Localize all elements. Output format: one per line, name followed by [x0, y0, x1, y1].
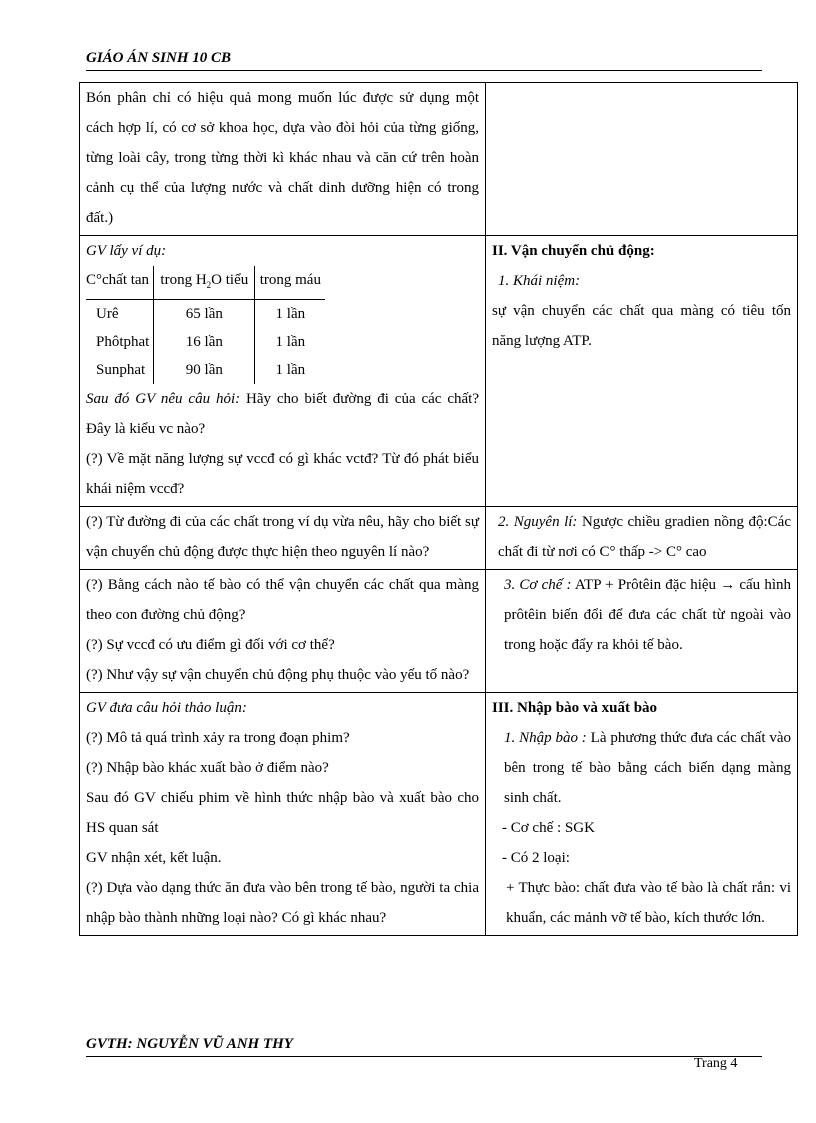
urine-value: 90 lần [154, 356, 255, 384]
row4-right-cell [486, 570, 798, 693]
row5-line2: (?) Nhập bào khác xuất bào ở điểm nào? [86, 760, 329, 776]
solute-name: Phôtphat [96, 334, 150, 350]
row5-line4: GV nhận xét, kết luận. [86, 850, 222, 866]
row3-left-cell [80, 507, 486, 570]
row3-right-cell [486, 507, 798, 570]
row4-question2: (?) Sự vccđ có ưu điểm gì đối với cơ thể? [86, 637, 335, 653]
concentration-row [86, 300, 325, 329]
principle-text [492, 507, 791, 567]
concentration-row [86, 356, 325, 384]
endocytosis-item: - Cơ chế : SGK [502, 820, 595, 836]
subheading-concept: 1. Khái niệm: [498, 273, 581, 289]
page-header: GIÁO ÁN SINH 10 CB [86, 50, 762, 71]
row4-question1: (?) Bằng cách nào tế bào có thể vận chuyển các chất qua màng theo con đường chủ động? [86, 577, 479, 623]
row5-intro: GV đưa câu hỏi thảo luận: [86, 700, 247, 716]
lesson-table [79, 82, 798, 936]
page-footer: GVTH: NGUYỄN VŨ ANH THY [86, 1036, 762, 1057]
table-row [80, 83, 798, 236]
row2-left-cell [80, 236, 486, 507]
endocytosis-label: 1. Nhập bào : [504, 730, 587, 746]
col-urine [154, 266, 255, 300]
row3-question: (?) Từ đường đi của các chất trong ví dụ vừa nêu, hãy cho biết sự vận chuyển chủ động được thực hiện theo nguyên lí nào? [86, 514, 479, 560]
table-row [80, 570, 798, 693]
section-heading-active-transport: II. Vận chuyển chủ động: [492, 243, 655, 259]
row2-question1-lead: Sau đó GV nêu câu hỏi: [86, 391, 241, 407]
row5-right-cell [486, 693, 798, 936]
row5-left-cell [80, 693, 486, 936]
page-number: Trang 4 [694, 1056, 738, 1071]
concept-text: sự vận chuyển các chất qua màng có tiêu tốn năng lượng ATP. [492, 303, 791, 349]
blood-value: 1 lần [275, 334, 306, 350]
section-heading-endocytosis: III. Nhập bào và xuất bào [492, 700, 658, 716]
col-urine-b: O tiểu [211, 272, 249, 288]
row1-right-cell [486, 83, 798, 236]
blood-value: 1 lần [275, 306, 306, 322]
col-urine-sub: 2 [206, 280, 212, 290]
row5-line1: (?) Mô tả quá trình xảy ra trong đoạn phim? [86, 730, 350, 746]
col-solute: C°chất tan [86, 266, 154, 300]
concentration-header-row [86, 266, 325, 300]
row2-right-cell [486, 236, 798, 507]
blood-value: 1 lần [275, 362, 306, 378]
solute-name: Sunphat [96, 362, 146, 378]
endocytosis-definition [492, 723, 791, 813]
row2-question1-rest: Hãy cho biết đường đi của các chất? Đây là kiểu vc nào? [86, 391, 479, 437]
table-row [80, 507, 798, 570]
solute-name: Urê [96, 306, 119, 322]
endocytosis-item: - Có 2 loại: [502, 850, 570, 866]
mechanism-text [492, 570, 791, 660]
urine-value: 65 lần [154, 300, 255, 329]
endocytosis-item: + Thực bào: chất đưa vào tế bào là chất rắn: vi khuẩn, các mảnh vỡ tế bào, kích thước lớn. [506, 880, 791, 926]
table-row [80, 693, 798, 936]
concentration-table [86, 266, 325, 384]
row1-text: Bón phân chỉ có hiệu quả mong muốn lúc được sử dụng một cách hợp lí, có cơ sở khoa học, dựa vào đòi hỏi của từng giống, từng loài cây, trong từng thời kì khác nhau và căn cứ trên hoàn cảnh cụ thể của lượng nước và chất dinh dưỡng hiện có trong đất.) [86, 90, 479, 226]
row5-line3: Sau đó GV chiếu phim về hình thức nhập bào và xuất bào cho HS quan sát [86, 790, 479, 836]
endocytosis-body: Là phương thức đưa các chất vào bên trong tế bào bằng cách biến dạng màng sinh chất. [504, 730, 792, 806]
mechanism-body: ATP + Prôtêin đặc hiệu → cấu hình prôtêin biến đổi để đưa các chất từ ngoài vào trong hoặc đẩy ra khỏi tế bào. [504, 577, 791, 653]
row5-line5: (?) Dựa vào dạng thức ăn đưa vào bên trong tế bào, người ta chia nhập bào thành những loại nào? Có gì khác nhau? [86, 880, 479, 926]
row2-question1 [86, 384, 479, 444]
principle-body: Ngược chiều gradien nồng độ:Các chất đi từ nơi có C° thấp -> C° cao [498, 514, 791, 560]
principle-label: 2. Nguyên lí: [498, 514, 578, 530]
row4-left-cell [80, 570, 486, 693]
row1-left-cell [80, 83, 486, 236]
row2-question2: (?) Về mặt năng lượng sự vccđ có gì khác vctđ? Từ đó phát biểu khái niệm vccđ? [86, 451, 479, 497]
concentration-row [86, 328, 325, 356]
row4-question3: (?) Như vậy sự vận chuyển chủ động phụ thuộc vào yếu tố nào? [86, 667, 470, 683]
table-row [80, 236, 798, 507]
row2-intro: GV lấy ví dụ: [86, 243, 167, 259]
mechanism-label: 3. Cơ chế : [504, 577, 572, 593]
col-urine-a: trong H [160, 272, 207, 288]
col-blood: trong máu [255, 266, 326, 300]
urine-value: 16 lần [154, 328, 255, 356]
